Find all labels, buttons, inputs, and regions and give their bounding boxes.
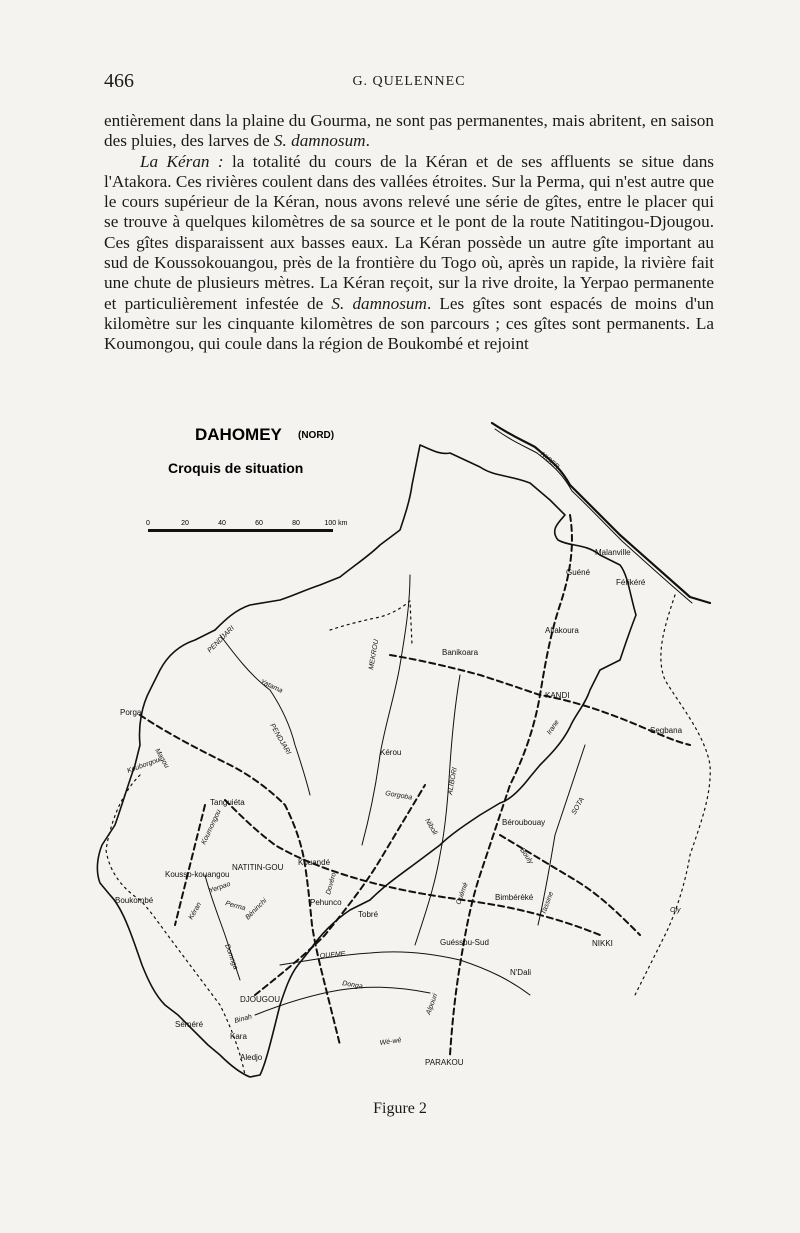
town-semere: Séméré — [175, 1020, 204, 1029]
town-banikoara: Banikoara — [442, 648, 479, 657]
frontier-east — [635, 595, 710, 995]
scale-label-20: 20 — [181, 520, 189, 527]
river-label-magou: Magou — [153, 747, 171, 770]
river-label-koumongou: Koumongou — [200, 808, 223, 846]
river-label-pendjari-mid: PENDJARI — [268, 722, 292, 756]
town-tobre: Tobré — [358, 910, 379, 919]
town-natitingou: NATITIN-GOU — [232, 863, 284, 872]
scale-label-40: 40 — [218, 520, 226, 527]
page-number: 466 — [104, 70, 134, 92]
river-mekrou — [362, 575, 410, 845]
scale-label-60: 60 — [255, 520, 263, 527]
town-boukombe: Boukombé — [115, 896, 154, 905]
niger-river-bank — [495, 429, 692, 603]
town-alfakoura: Alfakoura — [545, 626, 579, 635]
town-porga: Porga — [120, 708, 142, 717]
map-title-suffix: (NORD) — [298, 430, 335, 441]
text-run: . Les gîtes sont espacés de moins d'un kilomètre sur les cinquante kilomètres de son parcours ; ces gîtes sont permanents. La Koumongou, qui coule dans la région de Boukombé et rejoint — [104, 293, 715, 354]
paragraph — [104, 152, 714, 355]
river-label-yerpao: Yerpao — [208, 880, 232, 895]
river-label-pendjari-top: PENDJARI — [206, 624, 236, 655]
scale-label-0: 0 — [146, 520, 150, 527]
text-run: . — [365, 131, 370, 151]
river-label-niger: NIGER — [538, 451, 561, 471]
town-aledjo: Aledjo — [240, 1053, 263, 1062]
river-label-we-we: Wé-wé — [379, 1037, 402, 1047]
frontier-north — [330, 601, 412, 645]
town-bimbereke: Bimbérèké — [495, 893, 534, 902]
town-ferikere: Férikéré — [616, 578, 646, 587]
figure-caption: Figure 2 — [373, 1100, 427, 1117]
italic-run: S. damnosum — [273, 131, 366, 151]
scale-label-80: 80 — [292, 520, 300, 527]
river-label-perma: Perma — [224, 900, 247, 913]
town-nikki: NIKKI — [592, 939, 613, 948]
town-malanville: Malanville — [595, 548, 631, 557]
river-label-donga: Donga — [341, 980, 364, 991]
town-tanguieta: Tanguiéta — [210, 798, 245, 807]
river-label-oueme-upper: Ouémé — [455, 881, 470, 906]
text-run: entièrement dans la plaine du Gourma, ne sont pas permanentes, mais abritent, en saison des pluies, des larves de — [104, 111, 714, 151]
map-title: DAHOMEY — [195, 425, 282, 444]
river-label-binah: Binah — [233, 1013, 253, 1025]
town-kerou: Kérou — [380, 748, 402, 757]
river-label-tassine: Tassine — [540, 890, 556, 916]
running-head: G. QUELENNEC — [352, 74, 466, 89]
river-label-alibori: ALIBORI — [447, 766, 459, 796]
river-alibori — [415, 675, 460, 945]
river-label-sota: SOTA — [570, 796, 587, 816]
body-text — [104, 111, 714, 355]
town-guessou-sud: Guéssou-Sud — [440, 938, 489, 947]
town-parakou: PARAKOU — [425, 1058, 464, 1067]
river-label-mekrou: MEKROU — [368, 638, 381, 671]
italic-run: S. damnosum — [331, 293, 427, 313]
dahomey-map — [80, 405, 720, 1085]
river-label-gorgoba: Gorgoba — [384, 790, 413, 802]
river-label-dovero: Dovéro — [325, 871, 338, 896]
river-label-oueme: OUEME — [319, 950, 346, 960]
town-koussokouangou: Kousso-kouangou — [165, 870, 230, 879]
scale-label-100: 100 km — [324, 520, 348, 527]
page-header — [104, 70, 714, 94]
niger-river — [492, 423, 710, 603]
road-central — [390, 655, 690, 745]
river-label-beninchi: Béninchi — [244, 897, 269, 922]
town-pehunco: Pehunco — [310, 898, 342, 907]
river-label-irane: Irane — [545, 719, 561, 737]
river-label-yatama: Yatama — [259, 678, 284, 695]
town-kara: Kara — [230, 1032, 247, 1041]
town-beroubouay: Béroubouay — [502, 818, 546, 827]
river-label-kouborgou: Kouborgou — [126, 756, 161, 775]
scale-bar — [146, 520, 348, 532]
river-label-alpouri: Alpouri — [425, 992, 440, 1016]
town-ndali: N'Dali — [510, 968, 532, 977]
italic-run: La Kéran : — [140, 151, 224, 171]
map-subtitle: Croquis de situation — [168, 460, 304, 476]
river-label-domnga: Domnga — [223, 943, 239, 971]
town-kouande: Kouandé — [298, 858, 331, 867]
town-segbana: Segbana — [650, 726, 683, 735]
town-guene: Guéné — [566, 568, 591, 577]
text-run: la totalité du cours de la Kéran et de ses affluents se situe dans l'Atakora. Ces rivières coulent dans des vallées étroites. Sur la Perma, qui n'est autre que le cours supérieur de la Kéran, nous avons relevé une série de gîtes, entre le placer qui se trouve à quelques kilomètres de sa source et le pont de la route Natitingou-Djougou. Ces gîtes disparaissent aux basses eaux. La Kéran possède un autre gîte important au sud de Koussokouangou, près de la frontière du Togo où, après un rapide, la rivière fait une chute de plusieurs mètres. La Kéran reçoit, sur la rive droite, la Yerpao permanente et particulièrement infestée de — [104, 151, 714, 313]
town-kandi: KANDI — [545, 691, 570, 700]
country-outline — [97, 445, 636, 1077]
river-label-bouly: Bouly — [518, 847, 535, 866]
town-djougou: DJOUGOU — [240, 995, 280, 1004]
river-label-oly: Oly — [670, 907, 681, 914]
river-label-keran: Kéran — [187, 901, 204, 921]
river-label-niboli: Niboli — [423, 817, 439, 837]
river-pendjari — [220, 635, 310, 795]
paragraph — [104, 111, 714, 152]
